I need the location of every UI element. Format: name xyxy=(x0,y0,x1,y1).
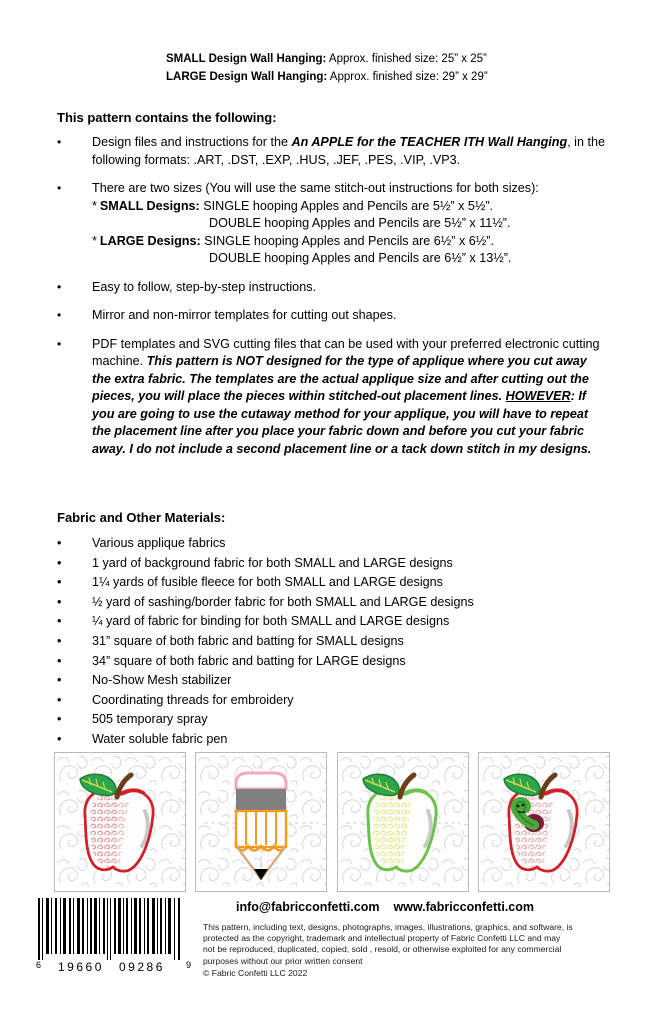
bullet-icon: • xyxy=(57,279,62,294)
list-item xyxy=(57,180,609,268)
bullet-icon: • xyxy=(57,336,62,351)
list-item xyxy=(57,554,609,574)
pdf-templates-note xyxy=(92,336,609,459)
materials-section-heading: Fabric and Other Materials: xyxy=(57,510,226,525)
list-item xyxy=(57,336,609,459)
material-item-text: Water soluble fabric pen xyxy=(92,731,228,746)
large-size-value: Approx. finished size: 29” x 29” xyxy=(327,71,488,83)
bullet-icon: • xyxy=(57,653,62,668)
website-url[interactable]: www.fabricconfetti.com xyxy=(393,900,534,914)
bullet-icon: • xyxy=(57,614,62,629)
small-designs-label: SMALL Designs: xyxy=(99,198,200,213)
pdf-note-italic-2: : If you are going to use the cutaway method for your applique, you will have to repeat the placement line after you place your fabric down and before you cut your fabric away. I do not include a second placement line or a tack down stitch in my designs. xyxy=(92,389,592,456)
small-designs-single: SINGLE hooping Apples and Pencils are 5½” x 5½”. xyxy=(199,198,494,213)
design-files-title: An APPLE for the TEACHER ITH Wall Hanging xyxy=(291,135,568,149)
barcode-group-1: 19660 xyxy=(58,960,104,974)
material-item-text: 34” square of both fabric and batting for LARGE designs xyxy=(92,653,406,668)
barcode-left-digit: 6 xyxy=(36,960,42,970)
bullet-icon: • xyxy=(57,633,62,648)
easy-instructions-text: Easy to follow, step-by-step instructions. xyxy=(92,279,316,294)
barcode-digits xyxy=(36,960,196,974)
finished-size-header xyxy=(166,50,488,86)
list-item xyxy=(57,593,609,613)
bullet-icon: • xyxy=(57,135,62,149)
two-sizes-lead: There are two sizes (You will use the same stitch-out instructions for both sizes): xyxy=(92,181,539,195)
bullet-icon: • xyxy=(57,673,62,688)
design-preview-panels xyxy=(54,752,610,892)
large-designs-label: LARGE Designs: xyxy=(99,233,201,248)
list-item xyxy=(57,534,609,554)
bullet-icon: • xyxy=(57,731,62,746)
material-item-text: 1¼ yards of fusible fleece for both SMALL and LARGE designs xyxy=(92,575,443,590)
design-files-text xyxy=(92,134,609,169)
material-item-text: Various applique fabrics xyxy=(92,536,226,550)
design-files-pre: Design files and instructions for the xyxy=(92,135,292,149)
material-item-text: ½ yard of sashing/border fabric for both SMALL and LARGE designs xyxy=(92,594,474,609)
barcode-group-2: 09286 xyxy=(119,960,165,974)
large-designs-star: * xyxy=(92,233,97,248)
barcode xyxy=(36,898,196,974)
contains-section-heading: This pattern contains the following: xyxy=(57,110,277,125)
bullet-icon: • xyxy=(57,555,62,570)
panel-apple-with-worm xyxy=(478,752,610,892)
list-item xyxy=(57,652,609,672)
material-item-text: ¼ yard of fabric for binding for both SMALL and LARGE designs xyxy=(92,614,450,629)
large-designs-double-line xyxy=(92,250,609,268)
bullet-icon: • xyxy=(57,712,62,727)
large-designs-double: DOUBLE hooping Apples and Pencils are 6½” x 13½”. xyxy=(209,251,512,265)
contact-line xyxy=(236,900,534,914)
list-item xyxy=(57,279,609,297)
large-size-label: LARGE Design Wall Hanging: xyxy=(166,71,328,83)
legal-notice xyxy=(203,922,573,979)
small-size-label: SMALL Design Wall Hanging: xyxy=(166,53,327,65)
bullet-icon: • xyxy=(57,575,62,590)
list-item xyxy=(57,134,609,169)
small-designs-line xyxy=(92,198,609,216)
small-designs-double: DOUBLE hooping Apples and Pencils are 5½” x 11½”. xyxy=(209,216,511,230)
bullet-icon: • xyxy=(57,308,62,322)
list-item xyxy=(57,691,609,711)
list-item xyxy=(57,632,609,652)
mirror-templates-text: Mirror and non-mirror templates for cutting out shapes. xyxy=(92,308,397,322)
panel-red-apple xyxy=(54,752,186,892)
panel-green-apple xyxy=(337,752,469,892)
list-item xyxy=(57,671,609,691)
list-item xyxy=(57,573,609,593)
barcode-right-digit: 9 xyxy=(186,960,192,970)
material-item-text: Coordinating threads for embroidery xyxy=(92,692,294,707)
page-footer xyxy=(0,893,663,1003)
small-size-value: Approx. finished size: 25” x 25” xyxy=(326,53,487,65)
contains-bullet-list xyxy=(57,134,609,469)
bullet-icon: • xyxy=(57,594,62,609)
material-item-text: 31” square of both fabric and batting for SMALL designs xyxy=(92,633,404,648)
material-item-text: 505 temporary spray xyxy=(92,712,208,727)
small-size-line xyxy=(166,50,488,68)
large-designs-single: SINGLE hooping Apples and Pencils are 6½” x 6½”. xyxy=(200,233,494,248)
two-sizes-block xyxy=(92,180,609,268)
email-address[interactable]: info@fabricconfetti.com xyxy=(236,900,380,914)
pdf-note-however: HOWEVER xyxy=(505,389,571,403)
design-files-post: , in the following formats: .ART, .DST, .EXP, .HUS, .JEF, .PES, .VIP, .VP3. xyxy=(92,135,605,167)
list-item xyxy=(57,612,609,632)
materials-list xyxy=(57,534,609,750)
pdf-note-italic-1: This pattern is NOT designed for the type of applique where you cut away the extra fabric. The templates are the actual applique size and after cutting out the pieces, you will place the pieces within stitched-out placement lines. xyxy=(92,354,589,403)
material-item-text: 1 yard of background fabric for both SMALL and LARGE designs xyxy=(92,555,453,570)
large-designs-line xyxy=(92,233,609,251)
bullet-icon: • xyxy=(57,692,62,707)
bullet-icon: • xyxy=(57,181,62,195)
material-item-text: No-Show Mesh stabilizer xyxy=(92,673,232,688)
list-item xyxy=(57,307,609,325)
bullet-icon: • xyxy=(57,536,62,550)
list-item xyxy=(57,710,609,730)
pdf-note-pre: PDF templates and SVG cutting files that can be used with your preferred electronic cutting machine. xyxy=(92,336,600,368)
panel-pencil xyxy=(195,752,327,892)
large-size-line xyxy=(166,68,488,86)
legal-text: This pattern, including text, designs, photographs, images, illustrations, graphics, and software, is protected as the copyright, trademark and intellectual property of Fabric Confetti LLC and may not be reproduced, duplicated, copied, sold , resold, or otherwise exploited for any commercial purposes without our prior written consent xyxy=(203,922,573,966)
list-item xyxy=(57,730,609,750)
small-designs-double-line xyxy=(92,215,609,233)
barcode-bars xyxy=(36,898,186,960)
copyright-text: © Fabric Confetti LLC 2022 xyxy=(203,967,308,978)
small-designs-star: * xyxy=(92,198,97,213)
